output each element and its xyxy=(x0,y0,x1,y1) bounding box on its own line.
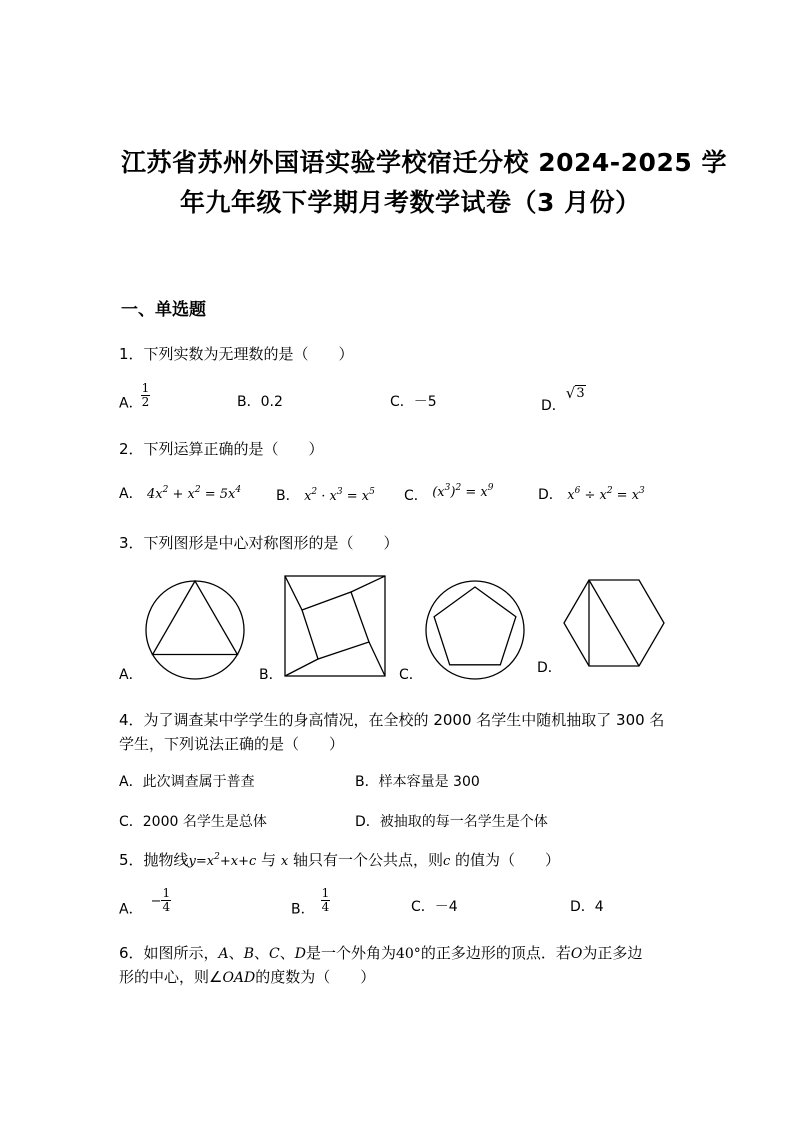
q5-parabola-expr: $y=x^2+x+c$ xyxy=(188,852,257,869)
q6-vertex-d: D xyxy=(294,946,306,962)
q2-option-b-expr: $x^2 \cdot x^3 = x^5$ xyxy=(304,487,375,504)
q5-option-a xyxy=(119,887,171,919)
q4-option-d: D．被抽取的每一名学生是个体 xyxy=(355,814,548,830)
q6-stem-end: 为正多边 xyxy=(582,944,643,962)
q6-vertex-c: C xyxy=(269,946,280,962)
q3-figure-b-square-pattern xyxy=(280,572,390,680)
q5-c-var: c xyxy=(442,854,451,869)
question-3-stem: 3．下列图形是中心对称图形的是（ ） xyxy=(119,534,399,552)
q2-option-d-label: D． xyxy=(538,487,563,503)
q1-option-d-label: D． xyxy=(541,398,566,414)
question-4-stem-line-1: 4．为了调查某中学学生的身高情况，在全校的 2000 名学生中随机抽取了 300 名 xyxy=(119,711,665,729)
q1-option-a-fraction: $\frac{1}{2}$ xyxy=(141,381,150,409)
q6-center-o: O xyxy=(570,946,583,962)
q4-option-a: A．此次调查属于普查 xyxy=(119,774,255,790)
q3-figure-d-hexagon-diagonal xyxy=(558,576,670,676)
q1-option-d xyxy=(541,384,586,415)
q5-option-b-label: B． xyxy=(291,901,315,918)
question-4-stem-line-2: 学生，下列说法正确的是（ ） xyxy=(119,735,345,753)
title-line-2: 年九年级下学期月考数学试卷（3 月份） xyxy=(180,188,641,217)
q1-option-d-radicand: 3 xyxy=(576,386,585,401)
q5-option-b xyxy=(291,887,330,919)
sqrt-symbol: √ xyxy=(565,384,576,402)
question-6-stem-line-2 xyxy=(119,966,375,987)
q6-stem-line2-suffix: 的度数为（ ） xyxy=(255,968,376,986)
q2-option-a xyxy=(119,483,241,503)
q1-option-b: B．0.2 xyxy=(237,394,283,410)
q1-option-a-label: A． xyxy=(119,395,143,412)
q2-option-b-label: B． xyxy=(276,488,300,504)
q6-stem-prefix: 6．如图所示， xyxy=(119,944,219,962)
q5-stem-prefix: 5．抛物线 xyxy=(119,851,189,869)
q3-option-d-label: D． xyxy=(537,660,562,676)
q6-stem-mid: 是一个外角为 xyxy=(305,944,396,962)
q3-option-a-label: A． xyxy=(119,667,143,683)
q2-option-d xyxy=(538,484,645,504)
q6-vertices: A xyxy=(218,946,229,962)
q2-option-d-expr: $x^6 \div x^2 = x^3$ xyxy=(567,486,645,503)
question-6-stem-line-1: 6．如图所示，A、B、C、D是一个外角为40°的正多边形的顶点．若O为正多边 xyxy=(119,944,643,962)
section-heading: 一、单选题 xyxy=(121,300,206,320)
q6-angle-oad: OAD xyxy=(222,970,256,986)
q1-option-a xyxy=(119,382,150,413)
q2-option-c xyxy=(404,484,493,505)
q3-option-c-label: C． xyxy=(399,667,423,683)
q3-figure-a-circle-triangle xyxy=(140,576,250,684)
q5-stem-mid: 与 xyxy=(261,851,277,869)
q2-option-c-label: C． xyxy=(404,488,428,504)
q5-stem-suffix: 的值为（ ） xyxy=(455,851,561,869)
q3-figure-c-circle-pentagon xyxy=(420,576,530,684)
q6-stem-line2-prefix: 形的中心，则∠ xyxy=(119,968,223,986)
q5-option-d: D．4 xyxy=(570,899,604,915)
q6-stem-rest: 的正多边形的顶点．若 xyxy=(420,944,571,962)
q2-option-b xyxy=(276,485,375,505)
q5-axis-var: x xyxy=(280,854,289,869)
q1-option-c: C．－5 xyxy=(390,394,437,410)
q4-option-c: C．2000 名学生是总体 xyxy=(119,814,267,830)
q4-option-b: B．样本容量是 300 xyxy=(355,774,480,790)
q5-option-a-minus: − xyxy=(150,893,162,909)
question-1-stem: 1．下列实数为无理数的是（ ） xyxy=(119,345,354,363)
q6-angle: 40° xyxy=(395,946,421,962)
q5-option-b-fraction: $\frac{1}{4}$ xyxy=(321,886,330,914)
q2-option-a-label: A． xyxy=(119,486,143,502)
q3-option-b-label: B． xyxy=(259,667,283,683)
q2-option-c-expr: $(x^3)^2 = x^9$ xyxy=(432,483,494,500)
q5-stem-axis: 轴只有一个公共点，则 xyxy=(292,851,443,869)
question-2-stem: 2．下列运算正确的是（ ） xyxy=(119,440,324,458)
q5-option-a-fraction: $\frac{1}{4}$ xyxy=(162,886,171,914)
question-5-stem xyxy=(119,849,560,870)
q5-option-a-label: A． xyxy=(119,901,143,918)
q6-vertex-b: B xyxy=(243,946,254,962)
q5-option-c: C．－4 xyxy=(411,899,458,915)
q2-option-a-expr: $4x^2 + x^2 = 5x^4$ xyxy=(147,485,242,502)
title-line-1: 江苏省苏州外国语实验学校宿迁分校 2024-2025 学 xyxy=(121,148,727,177)
